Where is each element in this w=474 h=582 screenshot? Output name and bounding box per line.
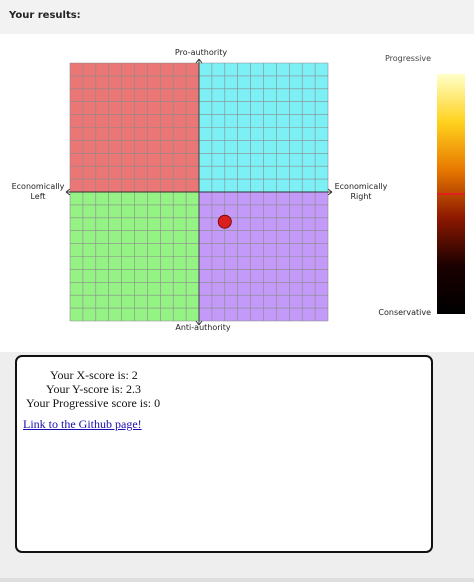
axis-label-bottom: Anti-authority xyxy=(175,323,231,332)
progressive-label: Progressive xyxy=(384,54,431,63)
progressive-indicator xyxy=(437,193,465,195)
conservative-label: Conservative xyxy=(378,308,431,317)
y-score-text: Your Y-score is: 2.3 xyxy=(46,382,142,396)
x-score-text: Your X-score is: 2 xyxy=(50,368,138,382)
axis-label-right-2: Right xyxy=(350,192,372,201)
github-link[interactable]: Link to the Github page! xyxy=(23,417,142,431)
axis-label-left-1: Economically xyxy=(11,182,65,191)
results-header xyxy=(0,0,474,34)
score-marker xyxy=(218,215,231,228)
political-compass xyxy=(0,34,474,352)
progressive-score-text: Your Progressive score is: 0 xyxy=(26,396,161,410)
axis-label-right-1: Economically xyxy=(334,182,388,191)
score-box xyxy=(15,355,433,553)
results-title: Your results: xyxy=(9,10,81,21)
axis-label-left-2: Left xyxy=(30,192,46,201)
bottom-divider xyxy=(0,578,474,582)
axis-label-top: Pro-authority xyxy=(174,48,228,57)
chart-panel xyxy=(0,34,474,352)
